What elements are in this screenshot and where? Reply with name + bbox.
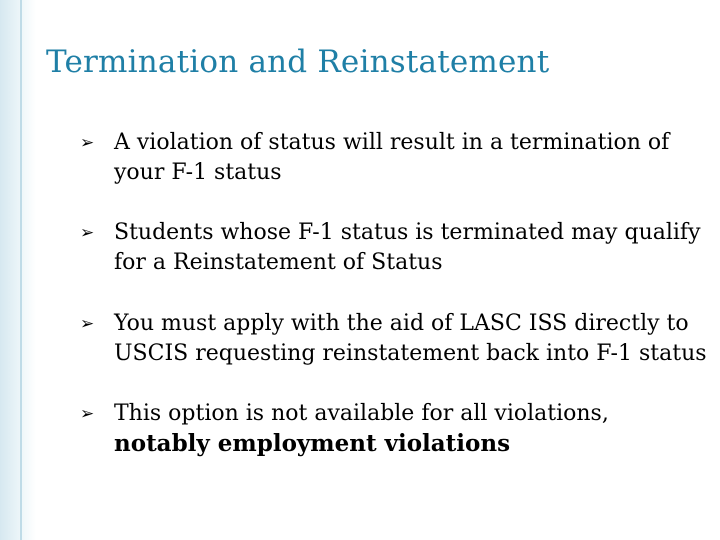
slide-accent-line [20,0,22,540]
slide-title: Termination and Reinstatement [46,44,550,80]
bullet-text: This option is not available for all violations, [114,401,609,426]
bullet-list [80,128,710,460]
arrow-right-icon: ➢ [80,133,95,153]
bullet-item [80,128,710,188]
bullet-text: You must apply with the aid of LASC ISS directly to USCIS requesting reinstatement back into F-1 status [114,311,707,366]
arrow-right-icon: ➢ [80,404,95,424]
slide-accent-bar [0,0,36,540]
bullet-item [80,399,710,460]
arrow-right-icon: ➢ [80,223,95,243]
arrow-right-icon: ➢ [80,314,95,334]
bullet-item [80,218,710,278]
bullet-text: A violation of status will result in a termination of your F-1 status [114,130,670,185]
bullet-emphasis-text: notably employment violations [114,430,511,457]
bullet-item [80,309,710,369]
bullet-text: Students whose F-1 status is terminated may qualify for a Reinstatement of Status [114,220,701,275]
